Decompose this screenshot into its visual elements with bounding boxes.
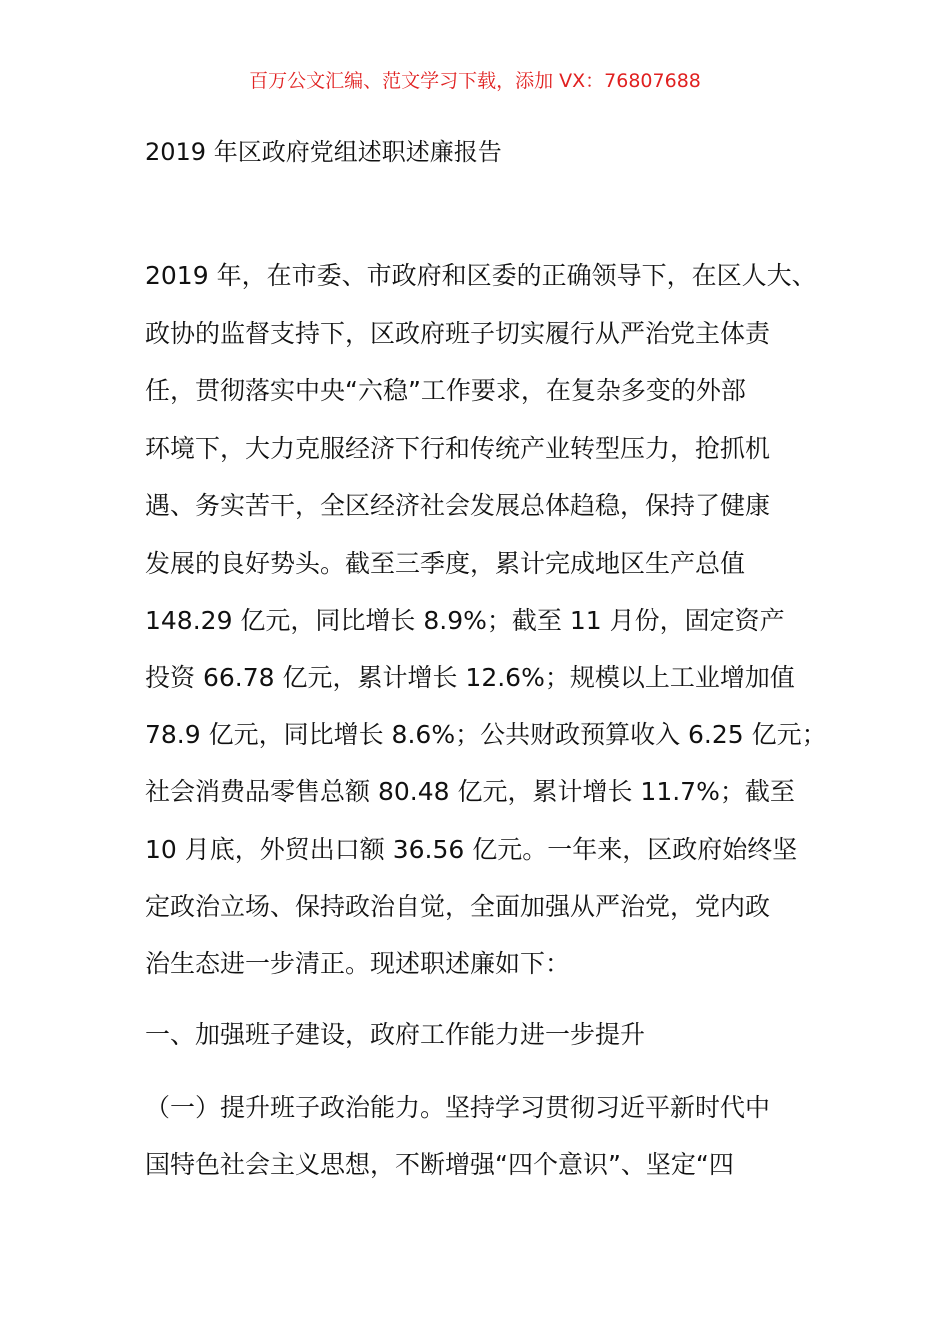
- paragraph-line: 治生态进一步清正。现述职述廉如下：: [145, 949, 571, 978]
- paragraph-line: 任，贯彻落实中央“六稳”工作要求，在复杂多变的外部: [145, 376, 746, 405]
- document-title: 2019 年区政府党组述职述廉报告: [145, 138, 502, 166]
- paragraph-line: 148.29 亿元，同比增长 8.9%；截至 11 月份，固定资产: [145, 606, 785, 635]
- paragraph-line: 发展的良好势头。截至三季度，累计完成地区生产总值: [145, 549, 746, 578]
- paragraph-line: 环境下，大力克服经济下行和传统产业转型压力，抢抓机: [145, 434, 771, 463]
- paragraph-line: 投资 66.78 亿元，累计增长 12.6%；规模以上工业增加值: [145, 663, 795, 692]
- paragraph-line: 国特色社会主义思想，不断增强“四个意识”、坚定“四: [145, 1150, 734, 1179]
- paragraph-line: 定政治立场、保持政治自觉，全面加强从严治党，党内政: [145, 892, 771, 921]
- section-heading: 一、加强班子建设，政府工作能力进一步提升: [145, 1020, 646, 1049]
- paragraph-line: 社会消费品零售总额 80.48 亿元，累计增长 11.7%；截至: [145, 777, 795, 806]
- paragraph-line: （一）提升班子政治能力。坚持学习贯彻习近平新时代中: [145, 1093, 771, 1122]
- paragraph-line: 2019 年，在市委、市政府和区委的正确领导下，在区人大、: [145, 261, 817, 290]
- paragraph-line: 政协的监督支持下，区政府班子切实履行从严治党主体责: [145, 319, 771, 348]
- paragraph-line: 78.9 亿元，同比增长 8.6%；公共财政预算收入 6.25 亿元；: [145, 720, 827, 749]
- paragraph-line: 10 月底，外贸出口额 36.56 亿元。一年来，区政府始终坚: [145, 835, 798, 864]
- paragraph-line: 遇、务实苦干，全区经济社会发展总体趋稳，保持了健康: [145, 491, 771, 520]
- promo-banner: 百万公文汇编、范文学习下载，添加 VX：76807688: [249, 70, 701, 92]
